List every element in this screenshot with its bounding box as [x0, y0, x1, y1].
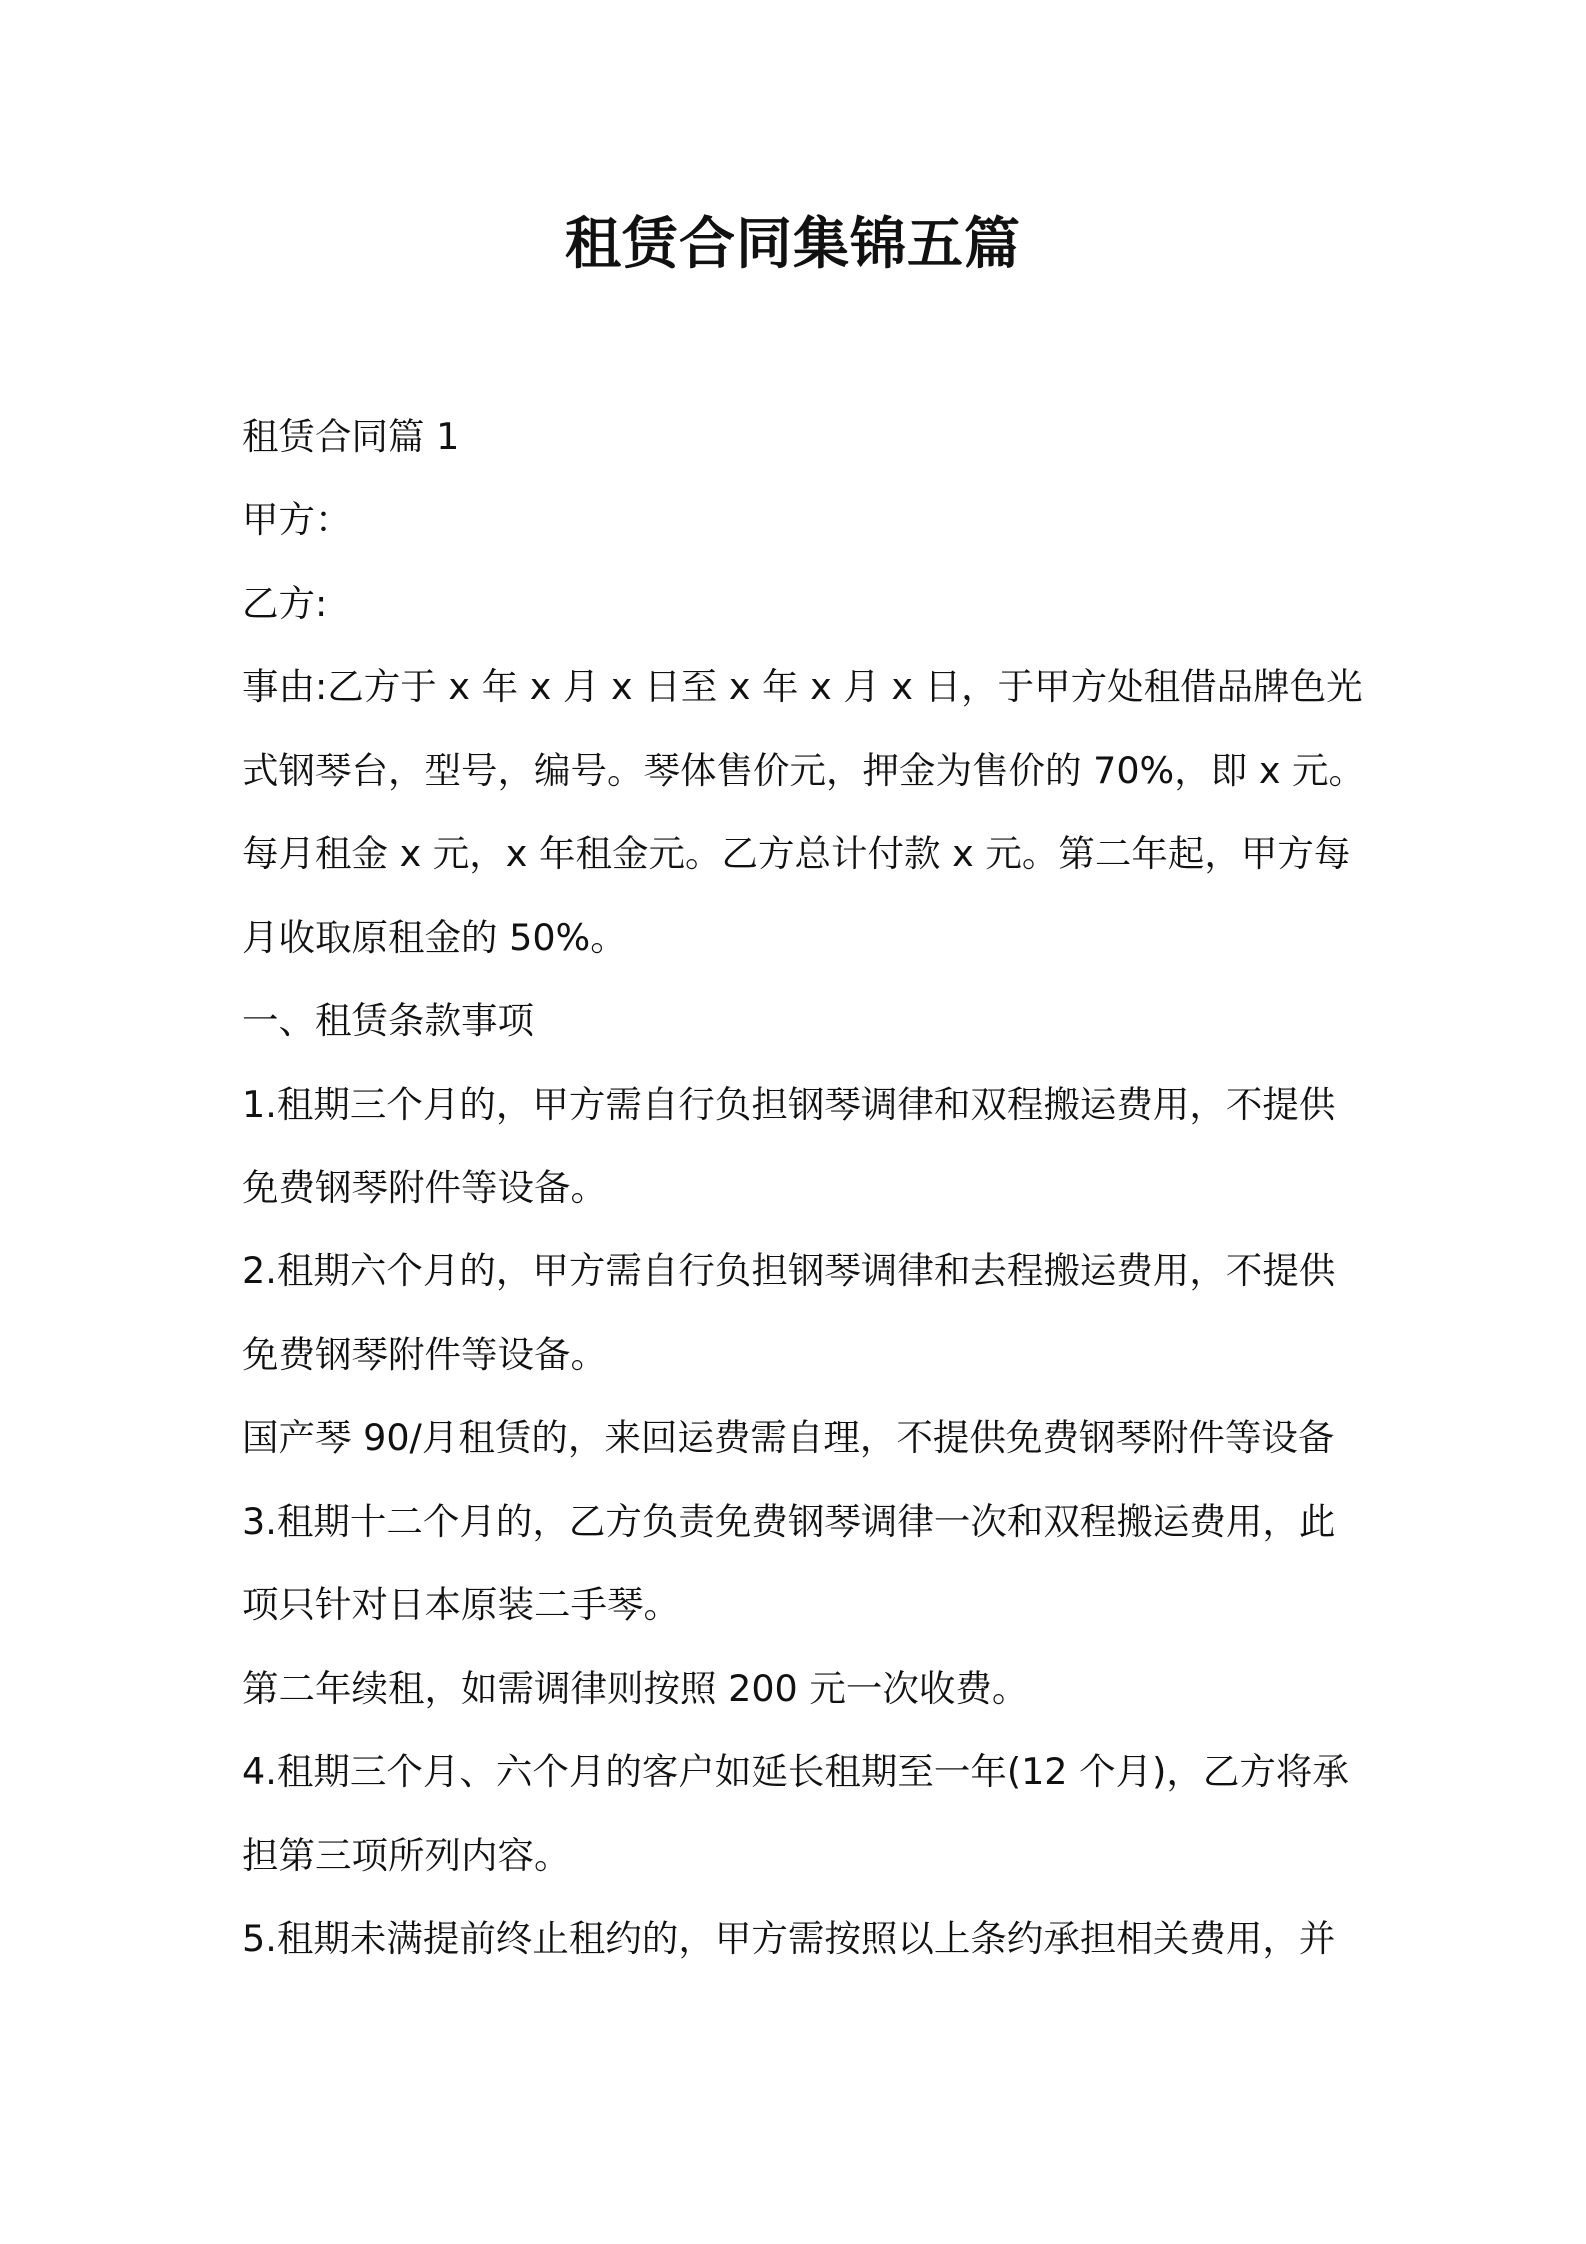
party-b-line: 乙方: [242, 582, 328, 625]
section-heading-contract-1: 租赁合同篇 1 [242, 415, 460, 458]
clause-line: 免费钢琴附件等设备。 [242, 1333, 607, 1376]
clause-line: 1.租期三个月的，甲方需自行负担钢琴调律和双程搬运费用，不提供 [242, 1083, 1336, 1126]
clause-line: 2.租期六个月的，甲方需自行负担钢琴调律和去程搬运费用，不提供 [242, 1249, 1336, 1292]
clause-line: 国产琴 90/月租赁的，来回运费需自理，不提供免费钢琴附件等设备 [242, 1416, 1335, 1459]
document-title: 租赁合同集锦五篇 [565, 212, 1021, 277]
clause-line: 担第三项所列内容。 [242, 1834, 571, 1877]
paragraph-line: 月收取原租金的 50%。 [242, 916, 627, 959]
clause-line: 5.租期未满提前终止租约的，甲方需按照以上条约承担相关费用，并 [242, 1917, 1336, 1960]
clause-line: 3.租期十二个月的，乙方负责免费钢琴调律一次和双程搬运费用，此 [242, 1500, 1336, 1543]
clause-line: 4.租期三个月、六个月的客户如延长租期至一年(12 个月)，乙方将承 [242, 1750, 1349, 1793]
paragraph-line: 事由:乙方于 x 年 x 月 x 日至 x 年 x 月 x 日，于甲方处租借品牌色光 [242, 665, 1363, 708]
clause-line: 第二年续租，如需调律则按照 200 元一次收费。 [242, 1667, 1029, 1710]
paragraph-line: 式钢琴台，型号，编号。琴体售价元，押金为售价的 70%，即 x 元。 [242, 749, 1366, 792]
party-a-line: 甲方： [242, 498, 352, 541]
clause-line: 免费钢琴附件等设备。 [242, 1166, 607, 1209]
paragraph-line: 每月租金 x 元，x 年租金元。乙方总计付款 x 元。第二年起，甲方每 [242, 832, 1351, 875]
section-heading-lease-terms: 一、租赁条款事项 [242, 999, 534, 1042]
clause-line: 项只针对日本原装二手琴。 [242, 1583, 680, 1626]
